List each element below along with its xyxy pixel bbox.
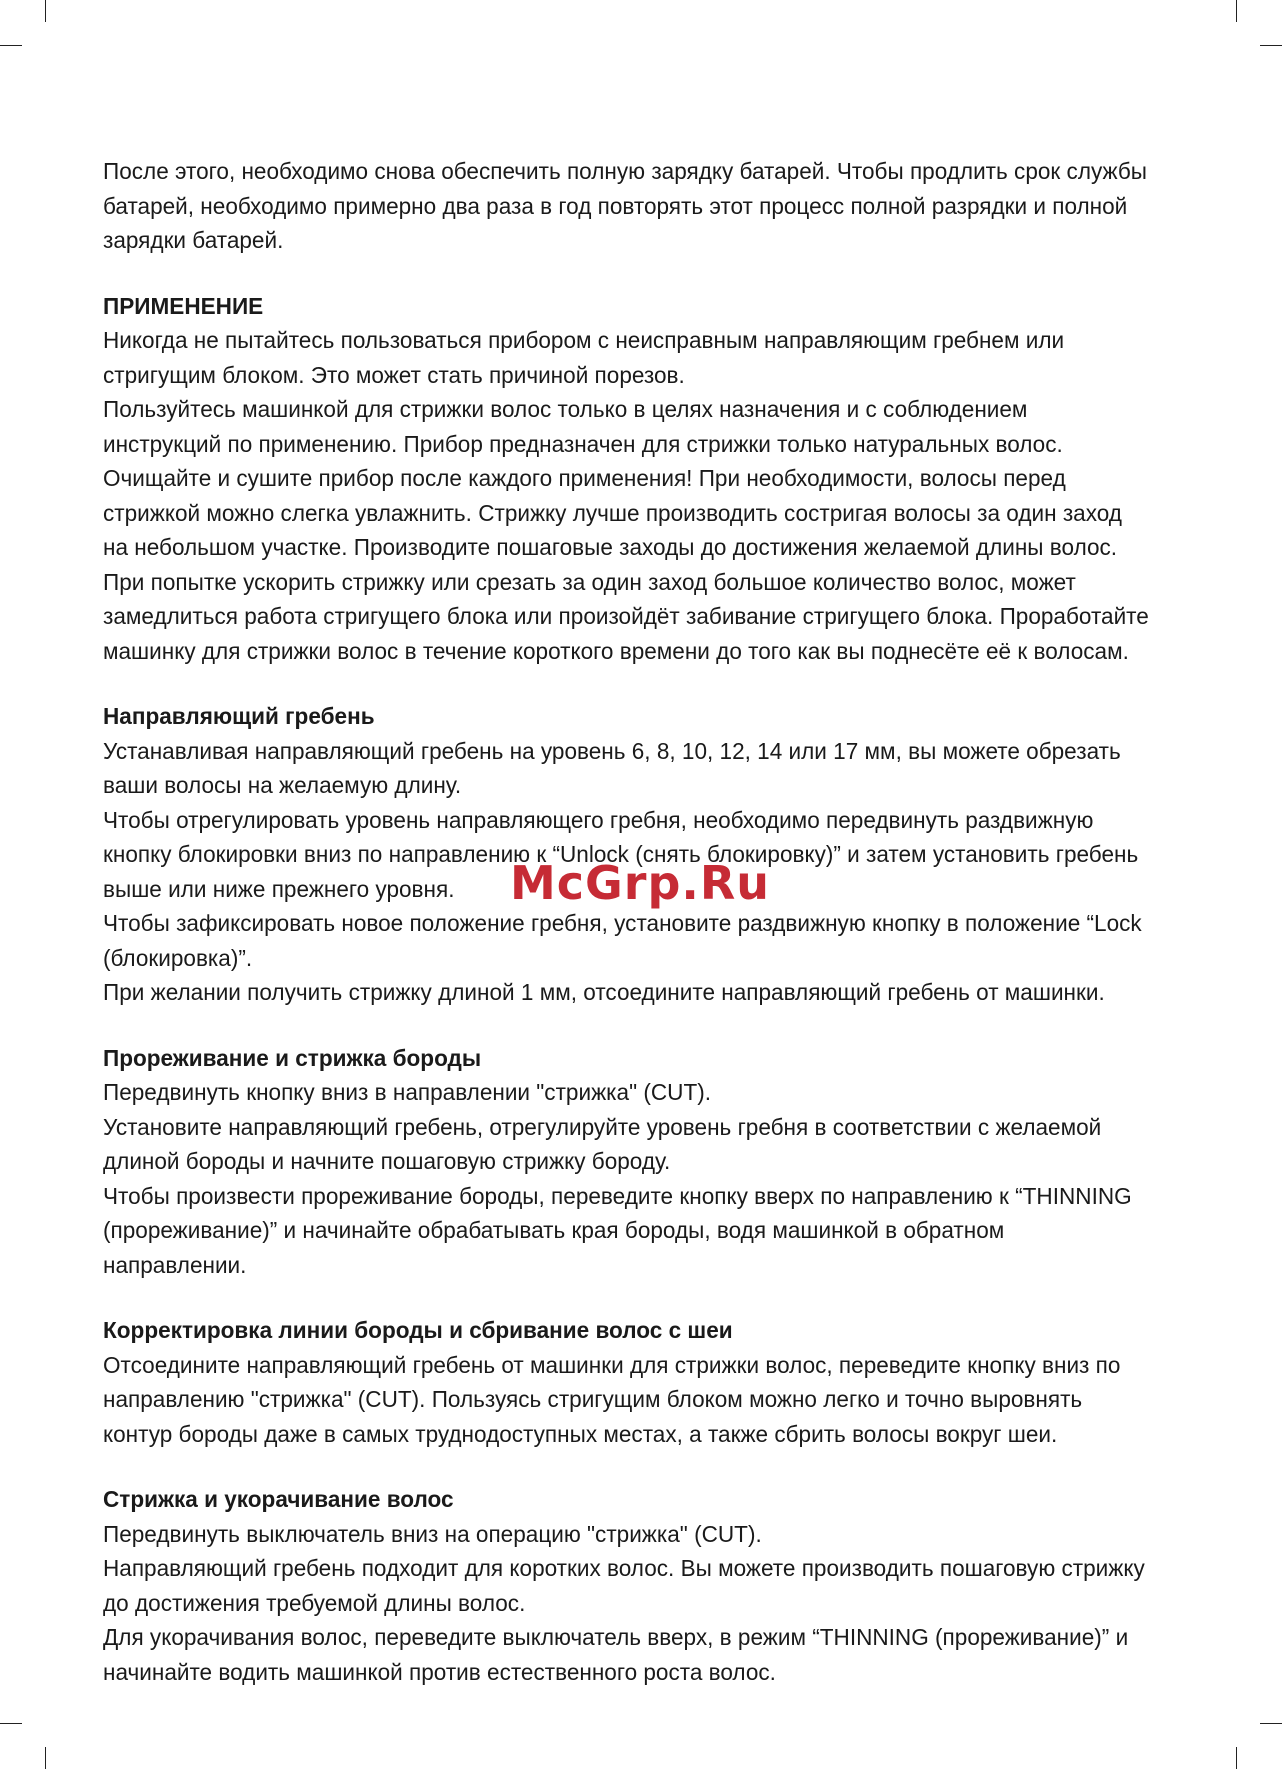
section-heading: ПРИМЕНЕНИЕ	[103, 292, 264, 319]
crop-mark	[45, 1747, 46, 1769]
crop-mark	[1236, 1747, 1237, 1769]
crop-mark	[1236, 0, 1237, 22]
paragraph: Для укорачивания волос, переведите выключатель вверх, в режим “THINNING (прореживание)” и начинайте водить машинкой против естественного роста волос.	[103, 1624, 1129, 1685]
watermark-logo: McGrp.Ru	[510, 856, 771, 910]
paragraph: Передвинуть выключатель вниз на операцию "стрижка" (CUT).	[103, 1520, 762, 1547]
section-usage	[103, 289, 1149, 669]
paragraph: При желании получить стрижку длиной 1 мм, отсоедините направляющий гребень от машинки.	[103, 979, 1105, 1005]
intro-paragraph: После этого, необходимо снова обеспечить полную зарядку батарей. Чтобы продлить срок службы батарей, необходимо примерно два раза в год повторять этот процесс полной разрядки и полной зарядки батарей.	[103, 158, 1148, 253]
paragraph: Чтобы зафиксировать новое положение гребня, установите раздвижную кнопку в положение “Lock (блокировка)”.	[103, 910, 1142, 971]
paragraph: Чтобы произвести прореживание бороды, переведите кнопку вверх по направлению к “THINNING (прореживание)” и начинайте обрабатывать края бороды, водя машинкой в обратном направлении.	[103, 1182, 1132, 1278]
crop-mark	[0, 1723, 22, 1724]
paragraph: Пользуйтесь машинкой для стрижки волос только в целях назначения и с соблюдением инструкций по применению. Прибор предназначен для стрижки только натуральных волос. Очищайте и сушите прибор после каждого применения! При необходимости, волосы перед стрижкой можно слегка увлажнить. Стрижку лучше производить состригая волосы за один заход на небольшом участке. Производите пошаговые заходы до достижения желаемой длины волос. При попытке ускорить стрижку или срезать за один заход большое количество волос, может замедлиться работа стригущего блока или произойдёт забивание стригущего блока. Проработайте машинку для стрижки волос в течение короткого времени до того как вы поднесёте её к волосам.	[103, 396, 1149, 664]
section-heading: Корректировка линии бороды и сбривание волос с шеи	[103, 1317, 733, 1343]
paragraph: Направляющий гребень подходит для коротких волос. Вы можете производить пошаговую стрижку до достижения требуемой длины волос.	[103, 1555, 1145, 1616]
paragraph: Никогда не пытайтесь пользоваться прибором с неисправным направляющим гребнем или стригущим блоком. Это может стать причиной порезов.	[103, 327, 1065, 388]
crop-mark	[0, 45, 22, 46]
crop-mark	[45, 0, 46, 22]
section-guide-comb	[103, 699, 1149, 1010]
section-beard-thinning	[103, 1041, 1149, 1283]
section-heading: Стрижка и укорачивание волос	[103, 1486, 454, 1512]
paragraph: Передвинуть кнопку вниз в направлении "стрижка" (CUT).	[103, 1079, 712, 1105]
section-beard-line	[103, 1313, 1149, 1451]
paragraph: Чтобы отрегулировать уровень направляющего гребня, необходимо передвинуть раздвижную кнопку блокировки вниз по направлению к “Unlock (снять блокировку)” и затем установить гребень выше или ниже прежнего уровня.	[103, 806, 1139, 902]
section-heading: Направляющий гребень	[103, 703, 375, 729]
paragraph: Установите направляющий гребень, отрегулируйте уровень гребня в соответствии с желаемой длиной бороды и начните пошаговую стрижку бороду.	[103, 1113, 1102, 1174]
crop-mark	[1260, 1723, 1282, 1724]
document-body	[103, 154, 1149, 1689]
section-heading: Прореживание и стрижка бороды	[103, 1044, 482, 1071]
section-hair-cutting	[103, 1482, 1149, 1689]
paragraph: Устанавливая направляющий гребень на уровень 6, 8, 10, 12, 14 или 17 мм, вы можете обрезать ваши волосы на желаемую длину.	[103, 737, 1121, 798]
paragraph: Отсоедините направляющий гребень от машинки для стрижки волос, переведите кнопку вниз по направлению "стрижка" (CUT). Пользуясь стригущим блоком можно легко и точно выровнять контур бороды даже в самых труднодоступных местах, а также сбрить волосы вокруг шеи.	[103, 1351, 1121, 1447]
crop-mark	[1260, 45, 1282, 46]
